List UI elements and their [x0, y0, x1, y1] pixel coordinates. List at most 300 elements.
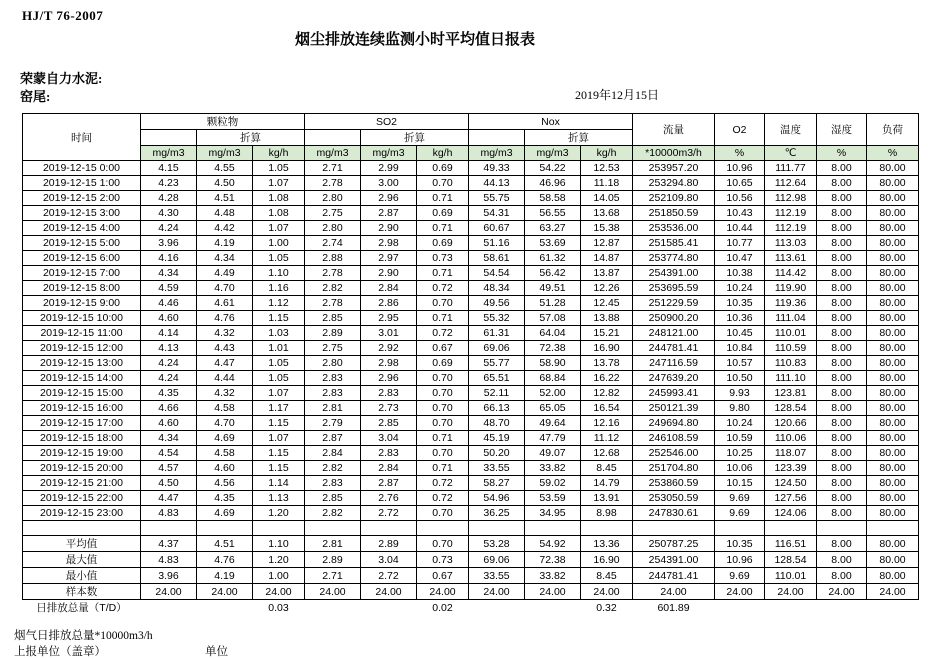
- cell-value: 0.72: [417, 326, 469, 341]
- cell-value: 8.00: [817, 401, 867, 416]
- cell-value: 4.60: [197, 461, 253, 476]
- cell-value: 10.56: [715, 191, 765, 206]
- cell-value: 253957.20: [633, 161, 715, 176]
- cell-value: 4.34: [141, 266, 197, 281]
- summary-value: 2.72: [361, 568, 417, 584]
- cell-value: 10.96: [715, 161, 765, 176]
- table-row: [23, 161, 919, 176]
- cell-value: 246108.59: [633, 431, 715, 446]
- summary-value: 72.38: [525, 552, 581, 568]
- cell-value: 2.92: [361, 341, 417, 356]
- cell-value: 80.00: [867, 386, 919, 401]
- table-row: [23, 431, 919, 446]
- cell-value: 10.44: [715, 221, 765, 236]
- cell-time: 2019-12-15 16:00: [23, 401, 141, 416]
- cell-value: 55.75: [469, 191, 525, 206]
- cell-value: 10.84: [715, 341, 765, 356]
- cell-value: 4.34: [141, 431, 197, 446]
- cell-value: 8.00: [817, 311, 867, 326]
- cell-value: 8.00: [817, 206, 867, 221]
- nox-blank-1: [469, 130, 525, 146]
- cell-value: 112.19: [765, 221, 817, 236]
- summary-value: 1.10: [253, 536, 305, 552]
- cell-time: 2019-12-15 1:00: [23, 176, 141, 191]
- cell-value: 53.59: [525, 491, 581, 506]
- summary-label: 样本数: [23, 584, 141, 600]
- cell-value: 8.00: [817, 251, 867, 266]
- unit-nox-mgm3: mg/m3: [469, 146, 525, 161]
- cell-value: 4.58: [197, 401, 253, 416]
- unit-load: %: [867, 146, 919, 161]
- spacer-cell: [633, 521, 715, 536]
- summary-value: 24.00: [817, 584, 867, 600]
- cell-value: 4.35: [141, 386, 197, 401]
- cell-value: 254391.00: [633, 266, 715, 281]
- summary-value: 24.00: [469, 584, 525, 600]
- dt-blank-5: [469, 600, 525, 616]
- cell-value: 2.78: [305, 266, 361, 281]
- cell-value: 8.00: [817, 176, 867, 191]
- spacer-cell: [581, 521, 633, 536]
- cell-value: 10.43: [715, 206, 765, 221]
- cell-value: 247639.20: [633, 371, 715, 386]
- summary-value: 8.45: [581, 568, 633, 584]
- cell-value: 124.50: [765, 476, 817, 491]
- cell-value: 8.98: [581, 506, 633, 521]
- cell-value: 2.98: [361, 356, 417, 371]
- cell-value: 4.50: [141, 476, 197, 491]
- cell-value: 2.72: [361, 506, 417, 521]
- cell-value: 10.35: [715, 296, 765, 311]
- cell-value: 4.42: [197, 221, 253, 236]
- cell-value: 245993.41: [633, 386, 715, 401]
- summary-value: 24.00: [525, 584, 581, 600]
- cell-value: 80.00: [867, 476, 919, 491]
- cell-value: 12.82: [581, 386, 633, 401]
- cell-value: 12.16: [581, 416, 633, 431]
- table-row: [23, 266, 919, 281]
- cell-value: 54.31: [469, 206, 525, 221]
- cell-value: 4.69: [197, 431, 253, 446]
- summary-value: 24.00: [715, 584, 765, 600]
- cell-value: 2.81: [305, 401, 361, 416]
- cell-value: 80.00: [867, 191, 919, 206]
- summary-value: 8.00: [817, 568, 867, 584]
- cell-value: 80.00: [867, 401, 919, 416]
- summary-value: 24.00: [197, 584, 253, 600]
- cell-value: 2.83: [361, 446, 417, 461]
- cell-value: 3.96: [141, 236, 197, 251]
- dt-blank-7: [715, 600, 765, 616]
- spacer-cell: [141, 521, 197, 536]
- cell-value: 0.69: [417, 356, 469, 371]
- unit-so2-conv-mgm3: mg/m3: [361, 146, 417, 161]
- cell-value: 2.96: [361, 371, 417, 386]
- spacer-cell: [715, 521, 765, 536]
- summary-value: 9.69: [715, 568, 765, 584]
- summary-row: [23, 568, 919, 584]
- cell-value: 1.13: [253, 491, 305, 506]
- table-body: [23, 161, 919, 521]
- cell-value: 123.81: [765, 386, 817, 401]
- cell-value: 8.00: [817, 476, 867, 491]
- cell-value: 111.77: [765, 161, 817, 176]
- cell-value: 55.77: [469, 356, 525, 371]
- cell-value: 2.85: [361, 416, 417, 431]
- cell-value: 251850.59: [633, 206, 715, 221]
- cell-value: 2.83: [305, 386, 361, 401]
- cell-value: 2.80: [305, 191, 361, 206]
- cell-value: 4.44: [197, 371, 253, 386]
- daily-total-flow: 601.89: [657, 601, 690, 614]
- table-row: [23, 461, 919, 476]
- cell-value: 2.82: [305, 281, 361, 296]
- cell-value: 8.00: [817, 236, 867, 251]
- cell-value: 2.99: [361, 161, 417, 176]
- cell-value: 58.90: [525, 356, 581, 371]
- daily-total-so2: 0.02: [432, 601, 453, 614]
- cell-value: 1.07: [253, 386, 305, 401]
- cell-value: 13.78: [581, 356, 633, 371]
- cell-value: 2.74: [305, 236, 361, 251]
- report-date: 2019年12月15日: [575, 88, 660, 102]
- cell-value: 4.61: [197, 296, 253, 311]
- cell-value: 2.83: [361, 386, 417, 401]
- cell-value: 120.66: [765, 416, 817, 431]
- table-row: [23, 476, 919, 491]
- cell-value: 0.70: [417, 371, 469, 386]
- cell-value: 9.80: [715, 401, 765, 416]
- dt-blank-4: [361, 600, 417, 616]
- cell-value: 34.95: [525, 506, 581, 521]
- cell-value: 45.19: [469, 431, 525, 446]
- header-dust: 颗粒物: [141, 114, 305, 130]
- unit-nox-kgh: kg/h: [581, 146, 633, 161]
- cell-time: 2019-12-15 23:00: [23, 506, 141, 521]
- cell-value: 2.75: [305, 206, 361, 221]
- cell-value: 2.95: [361, 311, 417, 326]
- cell-value: 2.90: [361, 221, 417, 236]
- footer-unit: 单位: [205, 646, 228, 658]
- cell-value: 2.82: [305, 461, 361, 476]
- spacer-cell: [867, 521, 919, 536]
- spacer-cell: [305, 521, 361, 536]
- cell-value: 0.72: [417, 281, 469, 296]
- daily-total-dust: 0.03: [268, 601, 289, 614]
- cell-value: 252546.00: [633, 446, 715, 461]
- summary-value: 13.36: [581, 536, 633, 552]
- cell-value: 80.00: [867, 206, 919, 221]
- cell-value: 2.90: [361, 266, 417, 281]
- table-row: [23, 326, 919, 341]
- cell-value: 8.00: [817, 341, 867, 356]
- spacer-cell: [525, 521, 581, 536]
- summary-value: 0.70: [417, 536, 469, 552]
- cell-value: 4.51: [197, 191, 253, 206]
- cell-value: 2.78: [305, 176, 361, 191]
- summary-value: 24.00: [633, 584, 715, 600]
- table-row: [23, 191, 919, 206]
- cell-value: 3.00: [361, 176, 417, 191]
- daily-total-row: [23, 600, 919, 616]
- summary-value: 24.00: [361, 584, 417, 600]
- table-unit-row: [23, 146, 919, 161]
- cell-value: 0.69: [417, 236, 469, 251]
- cell-value: 1.05: [253, 161, 305, 176]
- cell-value: 61.32: [525, 251, 581, 266]
- cell-value: 13.87: [581, 266, 633, 281]
- cell-value: 2.84: [361, 281, 417, 296]
- cell-value: 2.98: [361, 236, 417, 251]
- cell-value: 251229.59: [633, 296, 715, 311]
- cell-value: 14.87: [581, 251, 633, 266]
- cell-value: 54.54: [469, 266, 525, 281]
- cell-value: 8.00: [817, 461, 867, 476]
- spacer-cell: [765, 521, 817, 536]
- so2-converted: 折算: [361, 130, 469, 146]
- cell-value: 0.71: [417, 221, 469, 236]
- cell-value: 58.61: [469, 251, 525, 266]
- spacer-cell: [361, 521, 417, 536]
- table-row: [23, 251, 919, 266]
- cell-value: 4.16: [141, 251, 197, 266]
- cell-value: 4.54: [141, 446, 197, 461]
- cell-value: 250900.20: [633, 311, 715, 326]
- cell-value: 2.75: [305, 341, 361, 356]
- cell-value: 59.02: [525, 476, 581, 491]
- summary-value: 54.92: [525, 536, 581, 552]
- cell-value: 4.58: [197, 446, 253, 461]
- summary-value: 1.20: [253, 552, 305, 568]
- cell-value: 15.38: [581, 221, 633, 236]
- cell-value: 63.27: [525, 221, 581, 236]
- cell-value: 10.59: [715, 431, 765, 446]
- cell-value: 64.04: [525, 326, 581, 341]
- cell-value: 4.28: [141, 191, 197, 206]
- cell-value: 66.13: [469, 401, 525, 416]
- summary-value: 33.82: [525, 568, 581, 584]
- summary-value: 2.89: [305, 552, 361, 568]
- cell-value: 80.00: [867, 416, 919, 431]
- cell-value: 4.59: [141, 281, 197, 296]
- summary-value: 16.90: [581, 552, 633, 568]
- cell-value: 80.00: [867, 266, 919, 281]
- cell-value: 61.31: [469, 326, 525, 341]
- cell-value: 4.43: [197, 341, 253, 356]
- cell-value: 80.00: [867, 491, 919, 506]
- cell-value: 4.19: [197, 236, 253, 251]
- cell-value: 0.70: [417, 296, 469, 311]
- cell-value: 12.45: [581, 296, 633, 311]
- cell-value: 48.34: [469, 281, 525, 296]
- cell-value: 114.42: [765, 266, 817, 281]
- cell-value: 16.22: [581, 371, 633, 386]
- cell-value: 8.00: [817, 506, 867, 521]
- cell-value: 1.15: [253, 416, 305, 431]
- unit-flow: *10000m3/h: [633, 146, 715, 161]
- cell-value: 244781.41: [633, 341, 715, 356]
- summary-row: [23, 584, 919, 600]
- dt-blank-1: [141, 600, 197, 616]
- cell-value: 4.70: [197, 281, 253, 296]
- cell-value: 4.13: [141, 341, 197, 356]
- cell-value: 58.58: [525, 191, 581, 206]
- unit-nox-conv-mgm3: mg/m3: [525, 146, 581, 161]
- cell-value: 4.60: [141, 416, 197, 431]
- cell-value: 3.04: [361, 431, 417, 446]
- summary-value: 8.00: [817, 536, 867, 552]
- unit-o2: %: [715, 146, 765, 161]
- cell-value: 8.00: [817, 221, 867, 236]
- cell-value: 112.64: [765, 176, 817, 191]
- summary-value: 3.96: [141, 568, 197, 584]
- summary-label: 平均值: [23, 536, 141, 552]
- spacer-cell: [417, 521, 469, 536]
- cell-value: 0.71: [417, 191, 469, 206]
- cell-value: 80.00: [867, 461, 919, 476]
- cell-time: 2019-12-15 19:00: [23, 446, 141, 461]
- spacer-row: [23, 521, 919, 536]
- cell-value: 4.23: [141, 176, 197, 191]
- cell-value: 10.06: [715, 461, 765, 476]
- cell-value: 4.15: [141, 161, 197, 176]
- cell-value: 110.83: [765, 356, 817, 371]
- cell-value: 2.79: [305, 416, 361, 431]
- cell-value: 1.08: [253, 191, 305, 206]
- cell-value: 51.28: [525, 296, 581, 311]
- cell-value: 80.00: [867, 176, 919, 191]
- unit-dust-mgm3: mg/m3: [141, 146, 197, 161]
- cell-value: 2.87: [361, 476, 417, 491]
- so2-blank-1: [305, 130, 361, 146]
- table-row: [23, 491, 919, 506]
- cell-value: 10.38: [715, 266, 765, 281]
- cell-value: 4.47: [141, 491, 197, 506]
- summary-value: 2.81: [305, 536, 361, 552]
- cell-value: 2.85: [305, 491, 361, 506]
- summary-value: 10.35: [715, 536, 765, 552]
- table-row: [23, 236, 919, 251]
- cell-value: 2.87: [305, 431, 361, 446]
- summary-value: 80.00: [867, 568, 919, 584]
- cell-value: 54.96: [469, 491, 525, 506]
- cell-value: 0.71: [417, 266, 469, 281]
- summary-value: 3.04: [361, 552, 417, 568]
- page-title: 烟尘排放连续监测小时平均值日报表: [294, 32, 535, 48]
- cell-value: 8.00: [817, 296, 867, 311]
- footer-reporting-unit: 上报单位（盖章）: [14, 646, 106, 658]
- header-so2: SO2: [305, 114, 469, 130]
- cell-value: 10.47: [715, 251, 765, 266]
- table-row: [23, 371, 919, 386]
- cell-value: 2.80: [305, 221, 361, 236]
- cell-value: 0.70: [417, 446, 469, 461]
- table-row: [23, 281, 919, 296]
- cell-value: 80.00: [867, 221, 919, 236]
- cell-value: 4.24: [141, 356, 197, 371]
- cell-value: 60.67: [469, 221, 525, 236]
- cell-time: 2019-12-15 4:00: [23, 221, 141, 236]
- cell-value: 3.01: [361, 326, 417, 341]
- cell-value: 1.08: [253, 206, 305, 221]
- cell-value: 0.70: [417, 176, 469, 191]
- cell-value: 54.22: [525, 161, 581, 176]
- cell-value: 47.79: [525, 431, 581, 446]
- cell-value: 4.55: [197, 161, 253, 176]
- cell-value: 8.00: [817, 446, 867, 461]
- monitor-position: 窑尾:: [20, 89, 51, 104]
- summary-value: 80.00: [867, 552, 919, 568]
- cell-value: 4.66: [141, 401, 197, 416]
- cell-value: 1.05: [253, 371, 305, 386]
- cell-time: 2019-12-15 3:00: [23, 206, 141, 221]
- cell-value: 128.54: [765, 401, 817, 416]
- summary-value: 4.51: [197, 536, 253, 552]
- cell-value: 72.38: [525, 341, 581, 356]
- cell-value: 80.00: [867, 371, 919, 386]
- cell-value: 4.50: [197, 176, 253, 191]
- cell-value: 0.71: [417, 461, 469, 476]
- cell-value: 112.98: [765, 191, 817, 206]
- cell-value: 80.00: [867, 236, 919, 251]
- cell-value: 8.00: [817, 161, 867, 176]
- summary-value: 53.28: [469, 536, 525, 552]
- cell-value: 80.00: [867, 506, 919, 521]
- table-group-header-row: [23, 114, 919, 130]
- summary-value: 250787.25: [633, 536, 715, 552]
- cell-value: 4.70: [197, 416, 253, 431]
- cell-time: 2019-12-15 11:00: [23, 326, 141, 341]
- cell-value: 113.03: [765, 236, 817, 251]
- summary-value: 2.89: [361, 536, 417, 552]
- spacer-cell: [817, 521, 867, 536]
- cell-time: 2019-12-15 13:00: [23, 356, 141, 371]
- cell-value: 4.46: [141, 296, 197, 311]
- cell-value: 1.07: [253, 221, 305, 236]
- cell-value: 1.01: [253, 341, 305, 356]
- cell-value: 247116.59: [633, 356, 715, 371]
- cell-value: 10.24: [715, 281, 765, 296]
- cell-value: 253294.80: [633, 176, 715, 191]
- cell-value: 1.00: [253, 236, 305, 251]
- dust-converted: 折算: [197, 130, 305, 146]
- cell-value: 4.48: [197, 206, 253, 221]
- header-temperature: 温度: [765, 114, 817, 146]
- summary-value: 24.00: [141, 584, 197, 600]
- cell-value: 44.13: [469, 176, 525, 191]
- cell-value: 4.32: [197, 326, 253, 341]
- cell-value: 8.00: [817, 371, 867, 386]
- header-o2: O2: [715, 114, 765, 146]
- summary-value: 24.00: [581, 584, 633, 600]
- cell-value: 0.70: [417, 416, 469, 431]
- cell-value: 10.77: [715, 236, 765, 251]
- cell-value: 14.79: [581, 476, 633, 491]
- cell-value: 1.05: [253, 356, 305, 371]
- cell-value: 10.57: [715, 356, 765, 371]
- cell-value: 0.71: [417, 431, 469, 446]
- cell-time: 2019-12-15 0:00: [23, 161, 141, 176]
- cell-value: 118.07: [765, 446, 817, 461]
- cell-value: 2.82: [305, 506, 361, 521]
- cell-time: 2019-12-15 18:00: [23, 431, 141, 446]
- cell-value: 0.70: [417, 506, 469, 521]
- cell-value: 0.70: [417, 401, 469, 416]
- cell-value: 12.53: [581, 161, 633, 176]
- summary-value: 4.19: [197, 568, 253, 584]
- cell-value: 253050.59: [633, 491, 715, 506]
- cell-value: 49.56: [469, 296, 525, 311]
